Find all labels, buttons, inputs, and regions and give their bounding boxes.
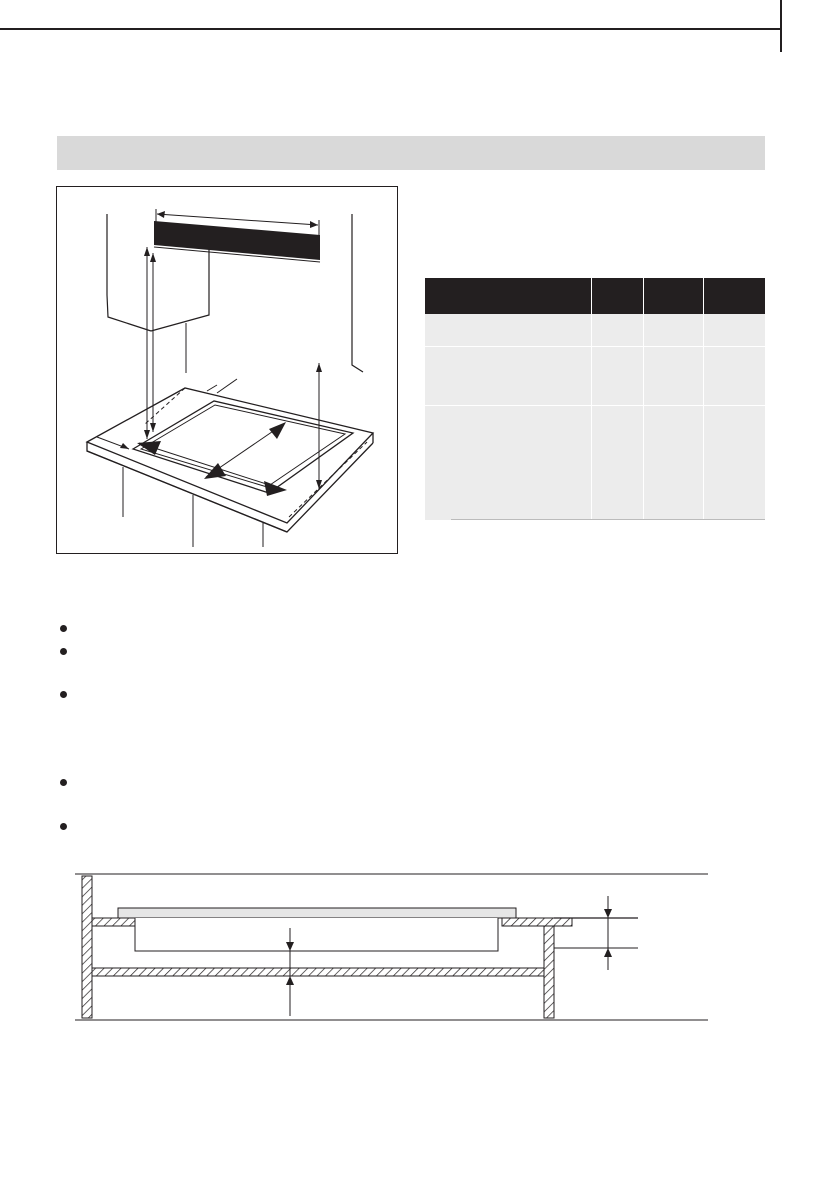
arrowhead-icon [120,443,129,449]
arrowhead-icon [286,976,294,985]
table-cell [643,406,703,521]
table-cell [591,347,643,406]
hob-length-dimension [139,443,285,490]
table-cell [425,406,591,521]
installation-diagram [56,186,398,554]
table-header-cell [643,278,703,314]
right-cabinet-side-section [544,926,554,1018]
arrowhead-icon [310,221,318,228]
cross-section-diagram [70,866,720,1026]
rear-clearance-mark [207,385,217,391]
worktop-right-section [502,918,572,926]
bullet-dot-icon [60,648,67,655]
left-cabinet-side [151,247,209,331]
arrowhead-icon [316,363,322,372]
table-header-cell [425,278,591,314]
table-header-cell [703,278,765,314]
table-row [425,406,765,521]
arrowhead-icon [604,909,612,918]
left-wall-section [82,876,92,1018]
dimension-table [425,278,766,521]
arrowhead-icon [157,211,165,218]
table-cell [643,314,703,347]
bullet-dot-icon [60,823,67,830]
section-header-bar [57,136,765,170]
rear-clearance-dimension [217,379,237,393]
crop-mark-icon [0,0,822,60]
arrowhead-icon [269,422,286,439]
bullet-dot-icon [60,691,67,698]
table-bottom-rule [451,519,765,520]
table-cell [643,347,703,406]
arrowhead-icon [144,430,150,439]
table-cell [703,347,765,406]
worktop-left-section [92,918,136,926]
arrowhead-icon [604,948,612,957]
arrowhead-icon [150,253,156,262]
arrowhead-icon [150,423,156,432]
hob-inner-outline [141,405,345,487]
table-row [425,314,765,347]
hob-glass-section [118,908,516,918]
worktop-front-edge [87,442,373,532]
table-row [425,347,765,406]
table-header-row [425,278,765,314]
arrowhead-icon [137,441,161,455]
bullet-dot-icon [60,779,67,786]
hob-outline [133,401,353,493]
bullet-dot-icon [60,625,67,632]
table-cell [425,347,591,406]
installation-diagram-drawing [57,187,397,553]
table-cell [703,314,765,347]
table-cell [591,314,643,347]
left-wall-cabinet-outline [107,214,151,331]
table-cell [425,314,591,347]
table-cell [703,406,765,521]
right-wall-outline [352,214,363,372]
hob-body-section [135,918,498,951]
shelf-section [92,968,544,976]
table-header-cell [591,278,643,314]
table-cell [591,406,643,521]
arrowhead-icon [144,247,150,256]
